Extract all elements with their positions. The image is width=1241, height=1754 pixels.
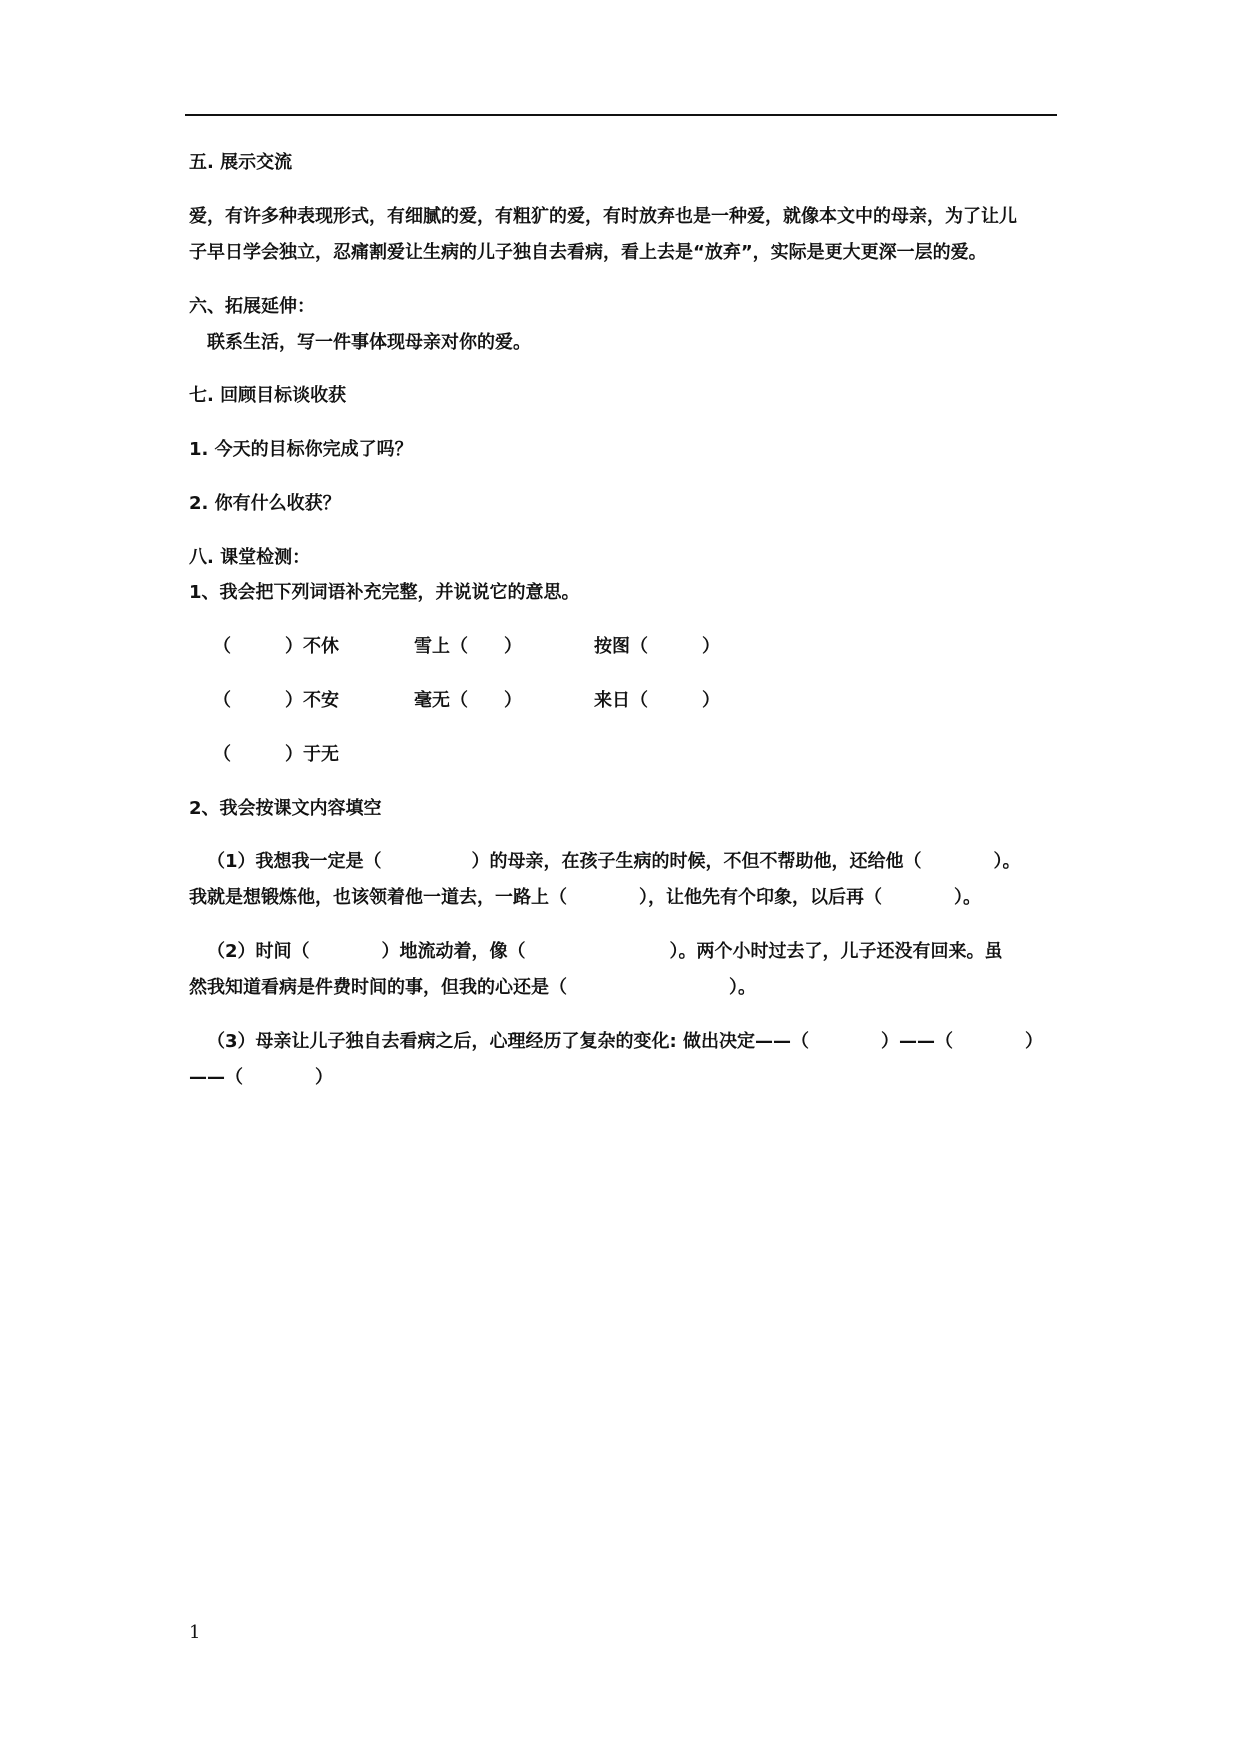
word-blank: （ ）不休 [213, 636, 339, 657]
section-6-heading: 六、拓展延伸： [189, 296, 315, 317]
word-blank: 来日（ ） [594, 690, 720, 711]
fill-item-1-line-1: （1）我想我一定是（ ）的母亲，在孩子生病的时候，不但不帮助他，还给他（ ）。 [207, 851, 1021, 872]
task-1-instruction: 1、我会把下列词语补充完整，并说说它的意思。 [189, 582, 580, 603]
section-5-text-line-1: 爱，有许多种表现形式，有细腻的爱，有粗犷的爱，有时放弃也是一种爱，就像本文中的母亲，为了让儿 [189, 206, 1017, 227]
word-blank: （ ）不安 [213, 690, 339, 711]
word-blank: （ ）于无 [213, 744, 339, 765]
header-rule [185, 114, 1057, 116]
word-blank: 雪上（ ） [414, 636, 522, 657]
word-blank: 按图（ ） [594, 636, 720, 657]
fill-item-3-line-1: （3）母亲让儿子独自去看病之后，心理经历了复杂的变化: 做出决定——（ ）——（ ） [207, 1031, 1043, 1052]
section-8-heading: 八. 课堂检测： [189, 547, 311, 568]
task-2-instruction: 2、我会按课文内容填空 [189, 798, 382, 819]
section-7-question-1: 1. 今天的目标你完成了吗？ [189, 439, 413, 460]
fill-item-3-line-2: ——（ ） [189, 1067, 333, 1088]
word-blank: 毫无（ ） [414, 690, 522, 711]
section-7-heading: 七. 回顾目标谈收获 [189, 385, 347, 406]
fill-item-2-line-2: 然我知道看病是件费时间的事，但我的心还是（ ）。 [189, 977, 756, 998]
section-7-question-2: 2. 你有什么收获？ [189, 493, 341, 514]
fill-item-1-line-2: 我就是想锻炼他，也该领着他一道去，一路上（ ），让他先有个印象，以后再（ ）。 [189, 887, 981, 908]
section-5-text-line-2: 子早日学会独立，忍痛割爱让生病的儿子独自去看病，看上去是“放弃”，实际是更大更深一层的爱。 [189, 242, 987, 263]
fill-item-2-line-1: （2）时间（ ）地流动着，像（ ）。两个小时过去了，儿子还没有回来。虽 [207, 941, 1003, 962]
section-5-heading: 五. 展示交流 [189, 152, 293, 173]
page-number: 1 [189, 1622, 201, 1643]
section-6-text: 联系生活，写一件事体现母亲对你的爱。 [207, 332, 531, 353]
